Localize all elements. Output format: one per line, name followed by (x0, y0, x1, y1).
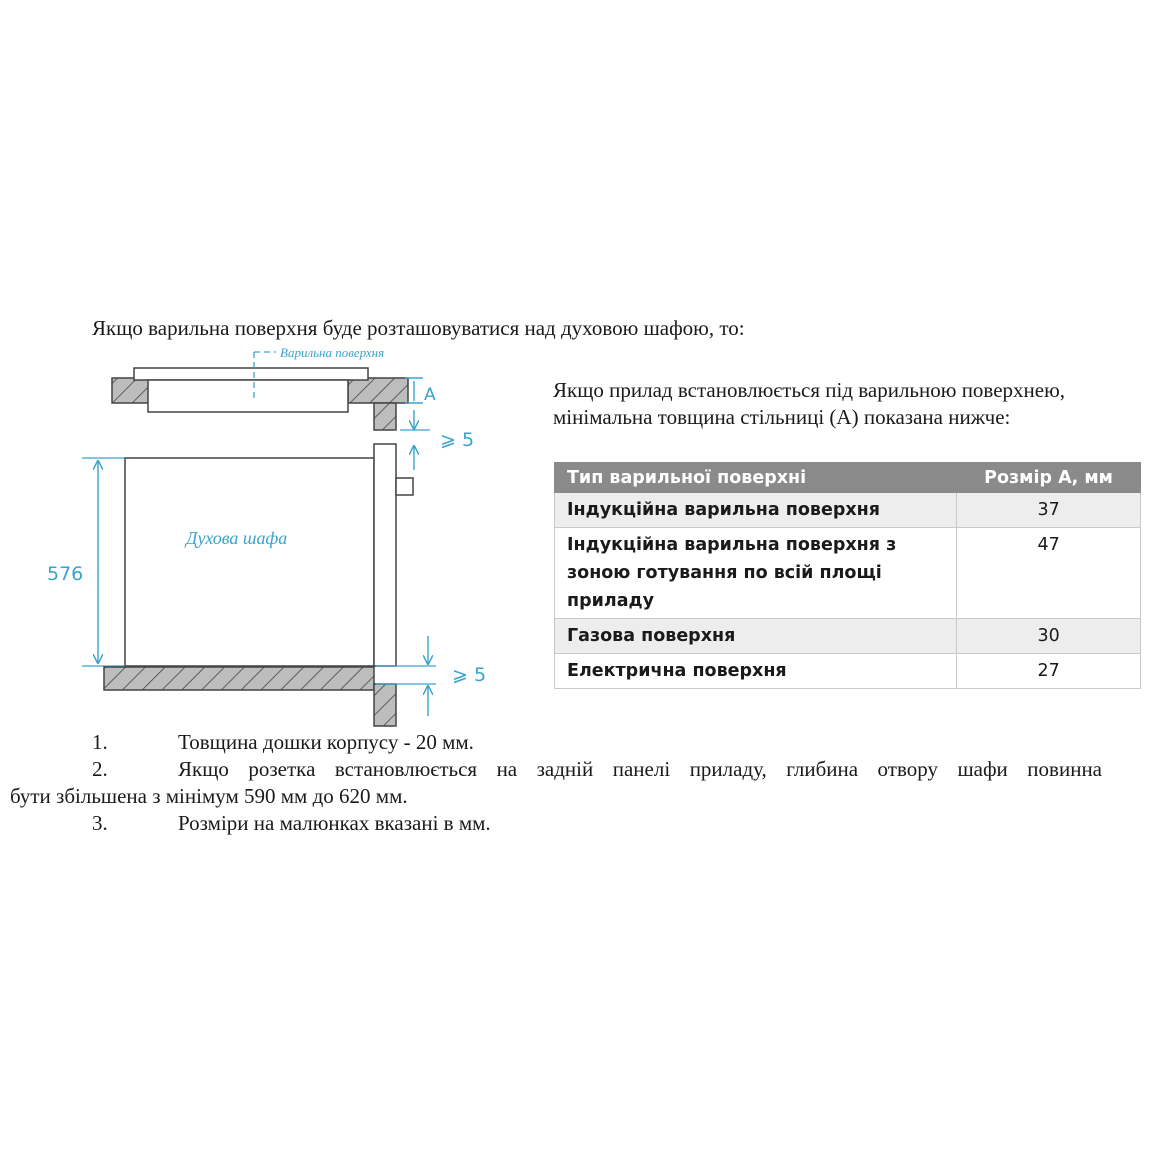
table-row (555, 619, 1141, 654)
gap-bottom-label: ⩾ 5 (452, 664, 487, 686)
hob-body (148, 380, 348, 412)
cell-size: 27 (957, 654, 1141, 689)
cell-type: Газова поверхня (555, 619, 957, 654)
note-2-number: 2. (92, 757, 108, 781)
dim-a-label: A (424, 385, 436, 405)
oven-handle (396, 478, 413, 495)
gap-top-label: ⩾ 5 (440, 429, 475, 451)
note-3-number: 3. (92, 811, 108, 835)
intro-line-1: Якщо прилад встановлюється під варильною поверхнею, (553, 378, 1066, 402)
note-1-text: Товщина дошки корпусу - 20 мм. (178, 730, 474, 754)
cell-size: 30 (957, 619, 1141, 654)
side-panel-top (374, 403, 396, 430)
cell-type: Електрична поверхня (555, 654, 957, 689)
intro-line-2: мінімальна товщина стільниці (А) показана нижче: (553, 405, 1011, 429)
table-row (555, 528, 1141, 619)
table-header-row (555, 463, 1141, 493)
cell-size: 37 (957, 493, 1141, 528)
height-label: 576 (47, 563, 84, 585)
oven-body (125, 458, 374, 666)
hob-label: Варильна поверхня (280, 345, 385, 360)
oven-label: Духова шафа (186, 528, 288, 548)
cell-type: Індукційна варильна поверхня (555, 493, 957, 528)
table-row (555, 493, 1141, 528)
note-2-text: Якщо розетка встановлюється на задній панелі приладу, глибина отвору шафи повинна (178, 757, 1102, 781)
hob-thickness-table (554, 462, 1141, 689)
intro-text (553, 377, 1065, 431)
cell-size: 47 (957, 528, 1141, 619)
countertop-left (112, 378, 150, 403)
table-row (555, 654, 1141, 689)
note-1-number: 1. (92, 730, 108, 754)
bottom-shelf (104, 667, 374, 690)
side-panel-bottom (374, 684, 396, 726)
hob-top (134, 368, 368, 380)
cell-type: Індукційна варильна поверхня з зоною готування по всій площі приладу (555, 528, 957, 619)
note-2-continuation: бути збільшена з мінімум 590 мм до 620 мм. (10, 784, 408, 808)
oven-door (374, 444, 396, 666)
heading: Якщо варильна поверхня буде розташовуватися над духовою шафою, то: (92, 316, 745, 340)
countertop-right (348, 378, 408, 403)
note-3-text: Розміри на малюнках вказані в мм. (178, 811, 491, 835)
header-type: Тип варильної поверхні (555, 463, 957, 493)
header-size: Розмір А, мм (957, 463, 1141, 493)
